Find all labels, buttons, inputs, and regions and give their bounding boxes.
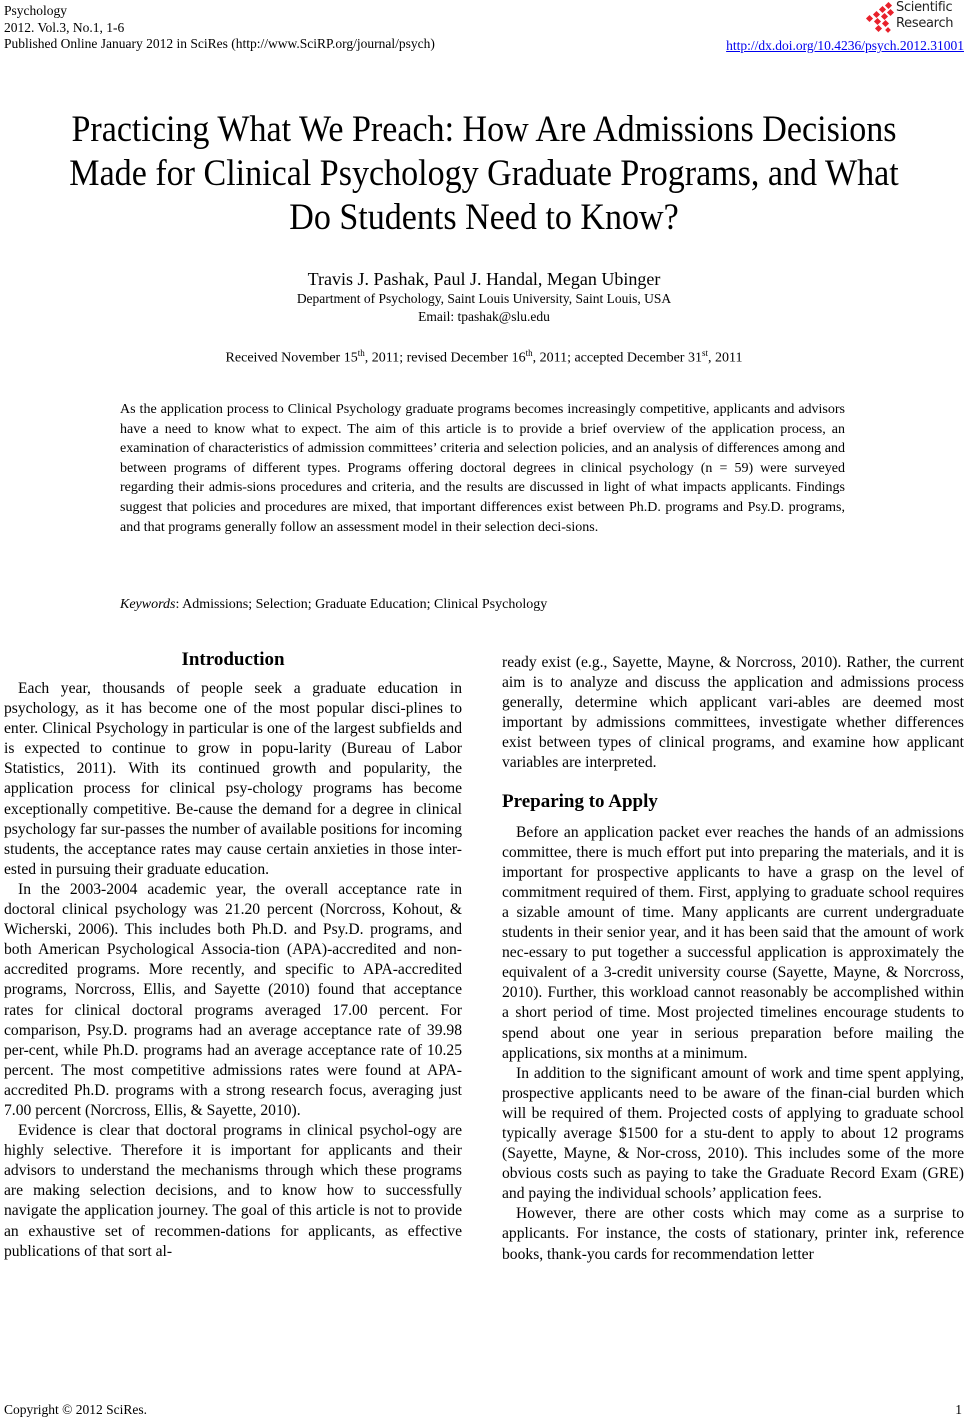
section-heading-preparing: Preparing to Apply [502, 790, 658, 812]
paper-title: Practicing What We Preach: How Are Admissions Decisions Made for Clinical Psychology Graduate Programs, and What Do Students Need to Know? [69, 109, 899, 238]
doi-link[interactable]: http://dx.doi.org/10.4236/psych.2012.31001 [726, 38, 964, 53]
paragraph: Before an application packet ever reaches the hands of an admissions committee, there is much effort put into preparing the materials, and it is important for prospective applicants to have a grasp on the level of commitment required of them. First, applying to graduate school requires a sizable amount of time. Many applicants are current undergraduate students in their senior year, and it has been said that the amount of work nec-essary to put together a successful application is approximately the equivalent of a 3-credit university course (Sayette, Mayne, & Norcross, 2010). Further, this workload cannot reasonably be accomplished within a short period of time. Most projected timelines encourage students to spend about one year in serious preparation before mailing the applications, six months at a minimum. [502, 823, 964, 1062]
journal-name: Psychology [4, 3, 68, 18]
diamond-cluster-icon [864, 2, 896, 36]
paragraph: In addition to the significant amount of work and time spent applying, prospective applicants need to be aware of the finan-cial burden which will be required of them. Projected costs of applying to graduate school typically average $1500 for a stu-dent to apply to about 12 programs (Sayette, Mayne, & Nor-cross, 2010). This includes some of the more obvious costs such as paying to take the Graduate Record Exam (GRE) and paying the individual schools’ application fees. [502, 1064, 964, 1203]
received-dates: Received November 15th, 2011; revised December 16th, 2011; accepted December 31st, 2011 [225, 348, 743, 366]
page-number: 1 [955, 1402, 962, 1417]
left-column [4, 648, 462, 1262]
right-column [502, 653, 964, 1265]
keywords-list: : Admissions; Selection; Graduate Education; Clinical Psychology [175, 597, 548, 612]
keywords-label: Keywords [120, 597, 176, 612]
abstract: As the application process to Clinical Psychology graduate programs becomes increasingly competitive, applicants and advisors have a need to know what to expect. The aim of this article is to provide a brief overview of the application process, an examination of characteristics of admission committees’ criteria and selection policies, and an analysis of differences among and between programs of different types. Programs offering doctoral degrees in clinical psychology (n = 59) were surveyed regarding their admis-sions procedures and criteria, and the results are discussed in light of what impacts applicants. Findings suggest that policies and procedures are mixed, that important differences exist between Ph.D. programs and Psy.D. programs, and that programs generally follow an assessment model in their selection deci-sions. [120, 402, 845, 535]
paragraph: Each year, thousands of people seek a graduate education in psychology, as it has become one of the most popular disci-plines to enter. Clinical Psychology in particular is one of the largest subfields and is expected to continue to grow in popu-larity (Bureau of Labor Statistics, 2011). With its continued growth and popularity, the application process for clinical psy-chology programs has become exceptionally competitive. Be-cause the demand for a degree in clinical psychology far sur-passes the number of available positions for incoming students, the acceptance rates may cause certain anxieties in those inter-ested in pursuing their graduate education. [4, 680, 462, 878]
paragraph-continuation: ready exist (e.g., Sayette, Mayne, & Norcross, 2010). Rather, the current aim is to analyze and discuss the application and admissions process generally, determine which applicant vari-ables are deemed most important by admissions committees, investigate whether differences exist between types of clinical programs, and examine how applicant variables are interpreted. [502, 654, 964, 772]
email: Email: tpashak@slu.edu [418, 309, 550, 324]
affiliation: Department of Psychology, Saint Louis University, Saint Louis, USA [296, 291, 672, 306]
section-heading-introduction: Introduction [181, 649, 285, 670]
paragraph: However, there are other costs which may come as a surprise to applicants. For instance, the costs of stationary, printer ink, reference books, thank-you cards for recommendation letter [502, 1205, 964, 1263]
publication-info: Published Online January 2012 in SciRes (http://www.SciRP.org/journal/psych) [4, 36, 435, 51]
scientific-research-logo [864, 0, 964, 36]
journal-header [4, 3, 435, 53]
logo-text: Scientific Research [896, 0, 954, 31]
keywords [120, 595, 547, 614]
authors: Travis J. Pashak, Paul J. Handal, Megan Ubinger [307, 269, 661, 289]
copyright: Copyright © 2012 SciRes. [4, 1402, 148, 1417]
volume-info: 2012. Vol.3, No.1, 1-6 [4, 19, 125, 35]
paragraph: Evidence is clear that doctoral programs in clinical psychol-ogy are highly selective. Therefore it is important for applicants and their advisors to understand the mechanisms through which these programs are making selection decisions, and to know how to successfully navigate the application journey. The goal of this article is not to provide an exhaustive set of recommen-dations for applicants, as effective publications of that sort al- [4, 1122, 462, 1260]
paragraph: In the 2003-2004 academic year, the overall acceptance rate in doctoral clinical psychology was 21.20 percent (Norcross, Kohout, & Wicherski, 2006). This includes both Ph.D. and Psy.D. programs, and both American Psychological Associa-tion (APA)-accredited and non-accredited programs. More recently, and specific to APA-accredited programs, Norcross, Ellis, and Sayette (2010) found that acceptance rates for clinical doctoral programs averaged 17.00 percent. For comparison, Psy.D. programs had an average acceptance rate of 39.98 per-cent, while Ph.D. programs had an average acceptance rate of 10.25 percent. The most competitive admissions rates were found at APA-accredited Ph.D. programs with a strong research focus, averaging just 7.00 percent (Norcross, Ellis, & Sayette, 2010). [4, 880, 462, 1119]
